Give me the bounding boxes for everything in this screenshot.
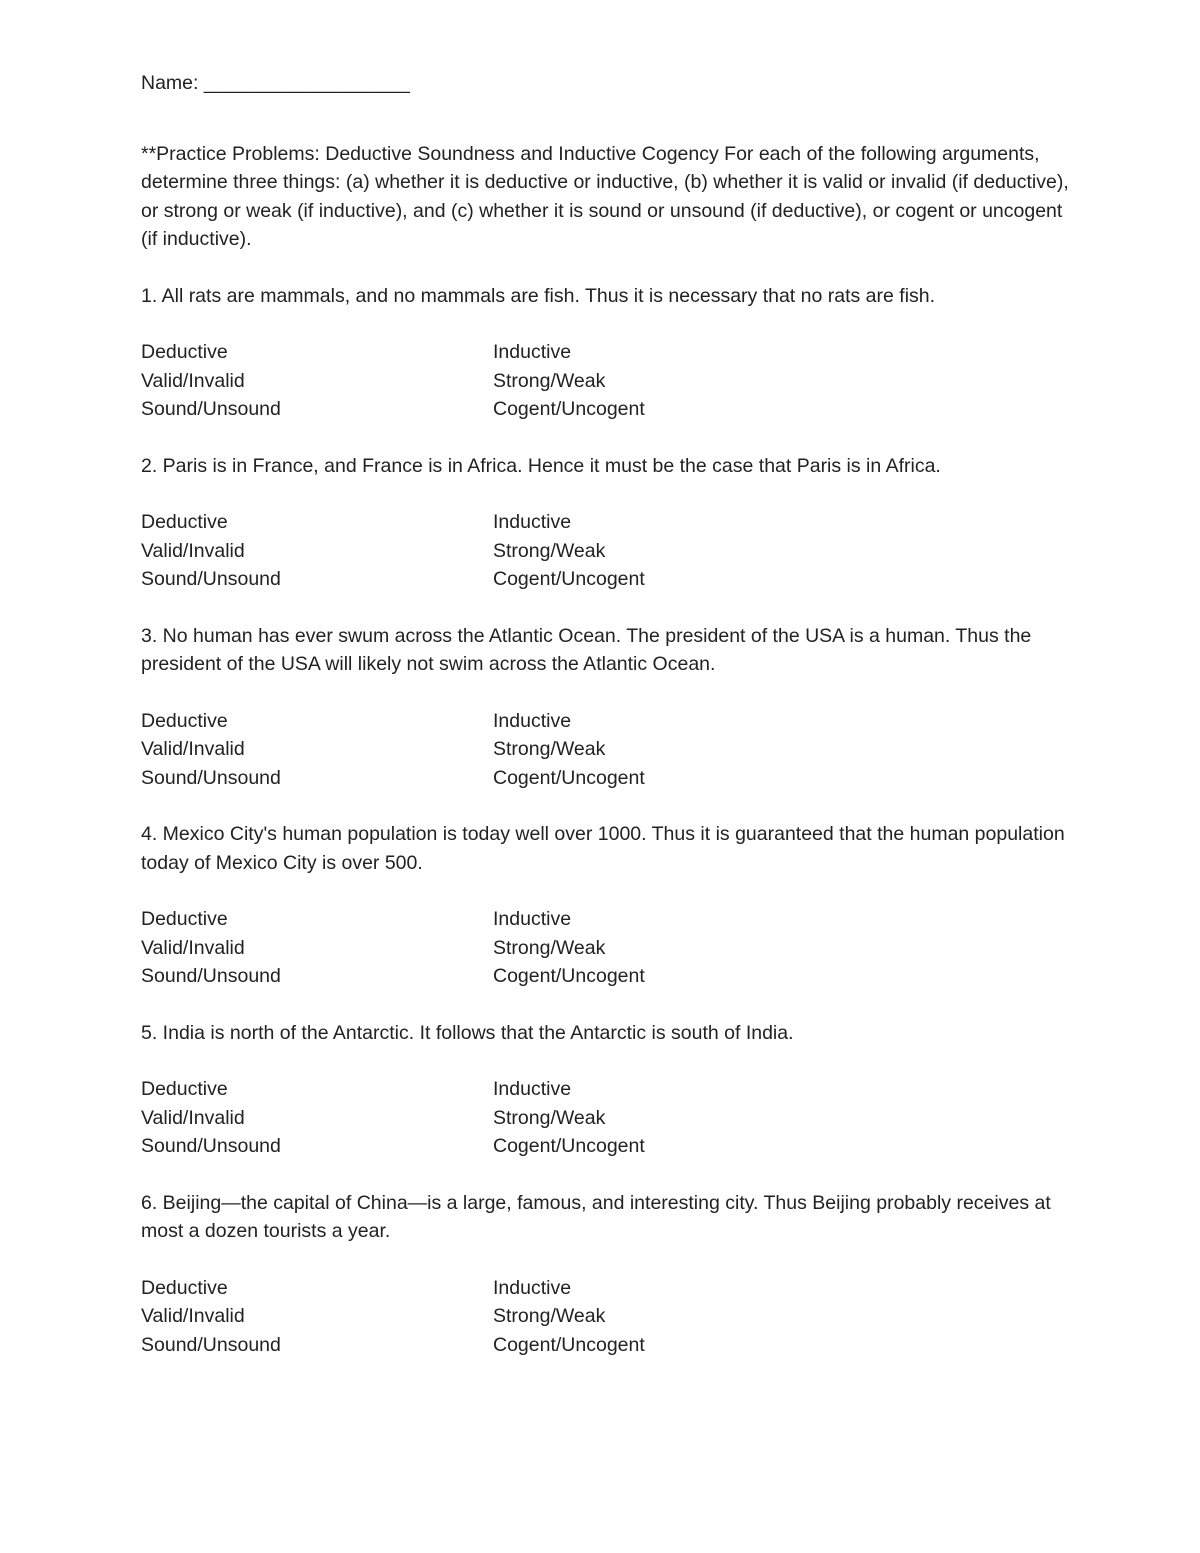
question-block [141, 622, 1071, 793]
option-strong-weak: Strong/Weak [493, 369, 606, 392]
option-strong-weak: Strong/Weak [493, 1305, 606, 1327]
option-cogent-uncogent: Cogent/Uncogent [493, 568, 645, 590]
option-sound-unsound: Sound/Unsound [141, 568, 281, 590]
option-valid-invalid: Valid/Invalid [141, 369, 245, 392]
question-text: 6. Beijing—the capital of China—is a large, famous, and interesting city. Thus Beijing probably receives at most a dozen tourists a year. [141, 1191, 1051, 1242]
answer-options [141, 905, 1071, 991]
question-text: 3. No human has ever swum across the Atlantic Ocean. The president of the USA is a human. Thus the president of the USA will likely not swim across the Atlantic Ocean. [141, 624, 1032, 675]
answer-options [141, 707, 1071, 793]
option-valid-invalid: Valid/Invalid [141, 1305, 245, 1327]
option-sound-unsound: Sound/Unsound [141, 965, 281, 987]
name-field-label: Name: ___________________ [141, 72, 410, 94]
option-strong-weak: Strong/Weak [493, 738, 606, 760]
worksheet-page [141, 69, 1071, 1359]
option-deductive: Deductive [141, 1078, 228, 1100]
option-valid-invalid: Valid/Invalid [141, 1106, 245, 1129]
question-text: 4. Mexico City's human population is today well over 1000. Thus it is guaranteed that the human population today of Mexico City is over 500. [141, 823, 1065, 874]
question-block [141, 1189, 1071, 1360]
option-cogent-uncogent: Cogent/Uncogent [493, 965, 645, 987]
option-deductive: Deductive [141, 709, 228, 732]
question-text: 2. Paris is in France, and France is in Africa. Hence it must be the case that Paris is in Africa. [141, 454, 941, 477]
option-cogent-uncogent: Cogent/Uncogent [493, 1333, 645, 1356]
option-sound-unsound: Sound/Unsound [141, 1135, 281, 1157]
question-text: 5. India is north of the Antarctic. It follows that the Antarctic is south of India. [141, 1021, 794, 1044]
option-deductive: Deductive [141, 908, 228, 930]
option-sound-unsound: Sound/Unsound [141, 398, 281, 420]
option-strong-weak: Strong/Weak [493, 1106, 606, 1129]
option-inductive: Inductive [493, 908, 572, 930]
question-block [141, 820, 1071, 991]
option-cogent-uncogent: Cogent/Uncogent [493, 766, 645, 789]
answer-options [141, 338, 1071, 424]
option-cogent-uncogent: Cogent/Uncogent [493, 398, 645, 420]
option-inductive: Inductive [493, 1276, 572, 1299]
question-text: 1. All rats are mammals, and no mammals are fish. Thus it is necessary that no rats are fish. [141, 284, 936, 307]
answer-options [141, 1274, 1071, 1360]
option-inductive: Inductive [493, 709, 572, 732]
questions-list [141, 282, 1071, 1360]
option-sound-unsound: Sound/Unsound [141, 766, 281, 789]
answer-options [141, 1075, 1071, 1161]
question-block [141, 282, 1071, 424]
option-inductive: Inductive [493, 1078, 572, 1100]
option-deductive: Deductive [141, 341, 228, 363]
option-inductive: Inductive [493, 341, 572, 363]
question-block [141, 452, 1071, 594]
option-valid-invalid: Valid/Invalid [141, 936, 245, 959]
option-deductive: Deductive [141, 511, 228, 533]
instructions-paragraph: **Practice Problems: Deductive Soundness and Inductive Cogency For each of the following arguments, determine three things: (a) whether it is deductive or inductive, (b) whether it is valid or invalid (if deductive), or strong or weak (if inductive), and (c) whether it is sound or unsound (if deductive), or cogent or uncogent (if inductive). [141, 142, 1069, 250]
option-sound-unsound: Sound/Unsound [141, 1333, 281, 1356]
answer-options [141, 508, 1071, 594]
option-valid-invalid: Valid/Invalid [141, 539, 245, 562]
option-strong-weak: Strong/Weak [493, 539, 606, 562]
option-cogent-uncogent: Cogent/Uncogent [493, 1135, 645, 1157]
option-valid-invalid: Valid/Invalid [141, 738, 245, 760]
option-inductive: Inductive [493, 511, 572, 533]
option-deductive: Deductive [141, 1276, 228, 1299]
question-block [141, 1019, 1071, 1161]
option-strong-weak: Strong/Weak [493, 936, 606, 959]
